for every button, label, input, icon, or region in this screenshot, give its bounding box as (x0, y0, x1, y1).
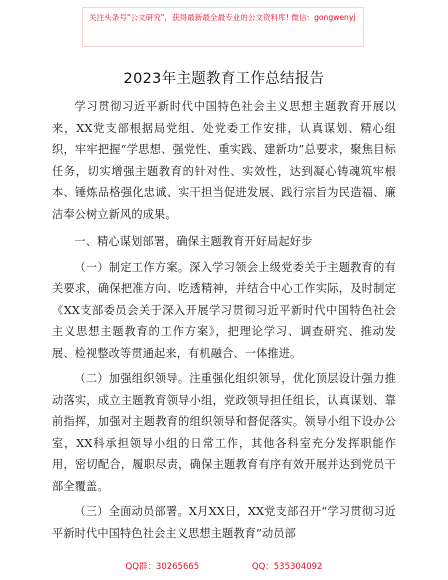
subsection-paragraph-1: （一）制定工作方案。深入学习领会上级党委关于主题教育的有关要求，确保把准方向、吃透精神，并结合中心工作实际，及时制定《XX支部委员会关于深入开展学习贯彻习近平新时代中国特色社会主义思想主题教育的工作方案》，把理论学习、调查研究、推动发展、检视整改等贯通起来，有机融合、一体推进。 (52, 260, 396, 360)
document-body (52, 96, 396, 544)
section-heading-1: 一、精心谋划部署，确保主题教育开好局起好步 (74, 235, 313, 248)
promo-banner-text: 关注头条号"公文研究"，获得最新最全最专业的公文资料库! 微信：gongwenyj (89, 13, 356, 22)
footer-qq-group: QQ群：30265665 (125, 562, 200, 572)
footer-qq: QQ：535304092 (251, 562, 323, 572)
footer-contact (0, 560, 448, 572)
subsection-paragraph-3: （三）全面动员部署。X月XX日，XX党支部召开“学习贯彻习近平新时代中国特色社会主义思想主题教育”动员部 (52, 505, 396, 540)
document-title: 2023年主题教育工作总结报告 (123, 71, 325, 87)
promo-banner (82, 7, 364, 47)
subsection-paragraph-2: （二）加强组织领导。注重强化组织领导，优化顶层设计强力推动落实，成立主题教育领导小组，党政领导担任组长，认真谋划、靠前指挥，加强对主题教育的组织领导和督促落实。领导小组下设办公室，XX科承担领导小组的日常工作，其他各科室充分发挥职能作用，密切配合，履职尽责，确保主题教育有序有效开展并达到党员干部全覆盖。 (52, 372, 396, 493)
intro-paragraph: 学习贯彻习近平新时代中国特色社会主义思想主题教育开展以来，XX党支部根据局党组、处党委工作安排，认真谋划、精心组织，牢牢把握“学思想、强党性、重实践、建新功”总要求，聚焦目标任务，切实增强主题教育的针对性、实效性，达到凝心铸魂筑牢根本、锤炼品格强化忠诚、实干担当促进发展、践行宗旨为民造福、廉洁奉公树立新风的成果。 (52, 100, 396, 221)
